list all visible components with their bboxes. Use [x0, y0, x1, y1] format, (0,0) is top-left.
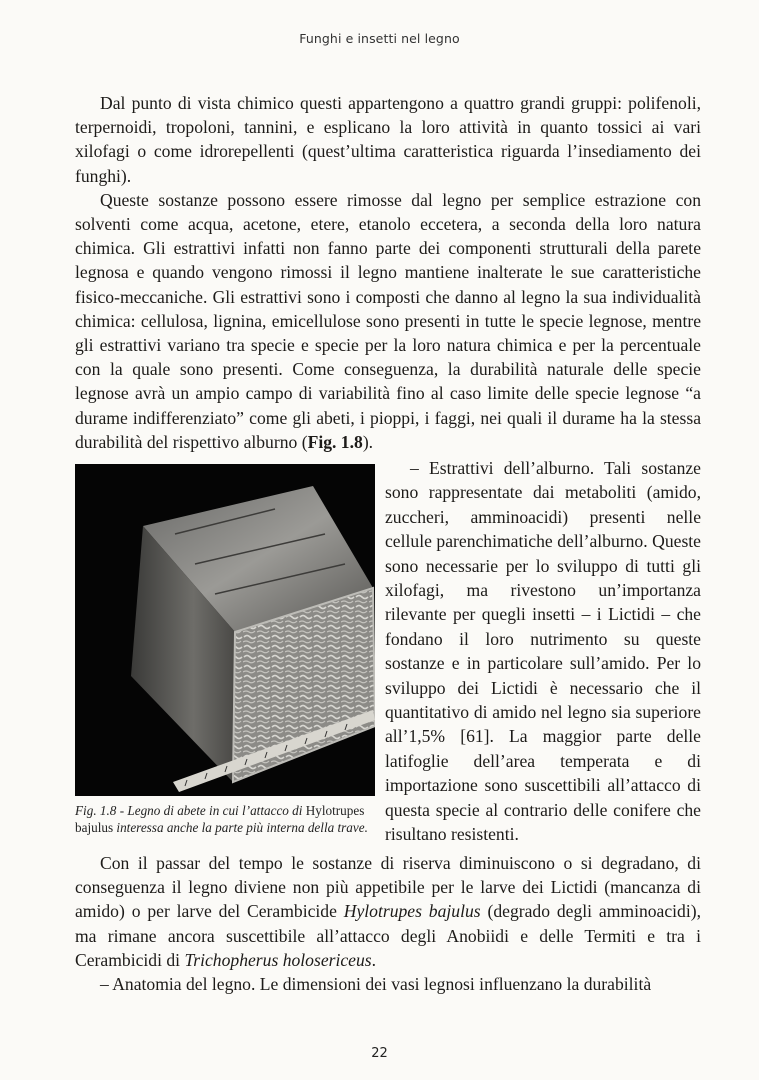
species-name: Hylotrupes bajulus: [343, 901, 481, 922]
caption-text: Fig. 1.8 - Legno di abete in cui l’attacco di: [75, 803, 306, 818]
species-name: Trichopherus holosericeus: [184, 949, 372, 970]
paragraph-estrattivi-alburno: – Estrattivi dell’alburno. Tali sostanze sono rappresentate dai metaboliti (amido, zuccheri, amminoacidi) presenti nelle cellule parenchimatiche dell’alburno. Queste sono necessarie per lo sviluppo di tutti gli xilofagi, ma rivestono un’importanza rilevante per quegli insetti – i Lictidi – che fondano il loro nutrimento su queste sostanze e in particolare sull’amido. Per lo sviluppo dei Lictidi è necessario che il quantitativo di amido nel legno sia superiore all’1,5% [61]. La maggior parte delle latifoglie dell’area temperata e di importazione sono suscettibili all’attacco di questa specie al contrario delle conifere che risultano resistenti.: [385, 458, 701, 845]
figure-caption: [75, 802, 375, 836]
paragraph-text: Con il passar del tempo le sostanze di riserva diminuiscono o si degradano, di conseguenza il legno diviene non più appetibile per le larve dei Lictidi (mancanza di amido) o per larve del Cerambicide: [75, 853, 701, 922]
paragraph: Dal punto di vista chimico questi appartengono a quattro grandi gruppi: polifenoli, terpernoidi, tropoloni, tannini, e esplicano la loro attività in quanto tossici ai vari xilofagi o come idrorepellenti (quest’ultima caratteristica riguarda l’insediamento dei funghi).: [75, 93, 701, 186]
paragraph-anatomia: – Anatomia del legno. Le dimensioni dei vasi legnosi influenzano la durabilità: [100, 974, 652, 995]
figure-reference: Fig. 1.8: [307, 431, 363, 452]
paragraph-text: (degrado degli amminoacidi), ma rimane ancora suscettibile all’attacco degli Anobiidi e delle Termiti e tra i Cerambicidi di: [75, 901, 701, 970]
paragraph: [75, 851, 701, 972]
text-block-side: [385, 456, 701, 847]
paragraph-text: .: [371, 949, 377, 970]
caption-text-end: interessa anche la parte più interna della trave.: [113, 820, 368, 835]
caption-species: Hylotrupes bajulus: [75, 803, 365, 835]
text-block-bottom: [75, 851, 701, 996]
wood-beam-illustration: [75, 464, 375, 796]
figure-wood-beam-photo: [75, 464, 375, 796]
paragraph-text: Queste sostanze possono essere rimosse dal legno per semplice estrazione con solventi come acqua, acetone, etere, etanolo eccetera, a seconda della loro natura chimica. Gli estrattivi infatti non fanno parte dei componenti strutturali della parete legnosa e quando vengono rimossi il legno mantiene inalterate le sue caratteristiche fisico-meccaniche. Gli estrattivi sono i composti che danno al legno la sua individualità chimica: cellulosa, lignina, emicellulose sono presenti in tutte le specie legnose, mentre gli estrattivi variano tra specie e specie per la loro natura chimica e per la percentuale con la quale sono presenti. Come conseguenza, la durabilità naturale delle specie legnose avrà un ampio campo di variabilità fino al caso limite delle specie legnose “a durame indifferenziato” come gli abeti, i pioppi, i faggi, nei quali il durame ha la stessa durabilità del rispettivo alburno (: [75, 189, 701, 452]
page-number: 22: [371, 1046, 388, 1061]
figure-reference-close: ).: [362, 431, 374, 452]
paragraph: [75, 188, 701, 454]
text-block-top: [75, 91, 701, 454]
running-head: Funghi e insetti nel legno: [299, 31, 460, 46]
